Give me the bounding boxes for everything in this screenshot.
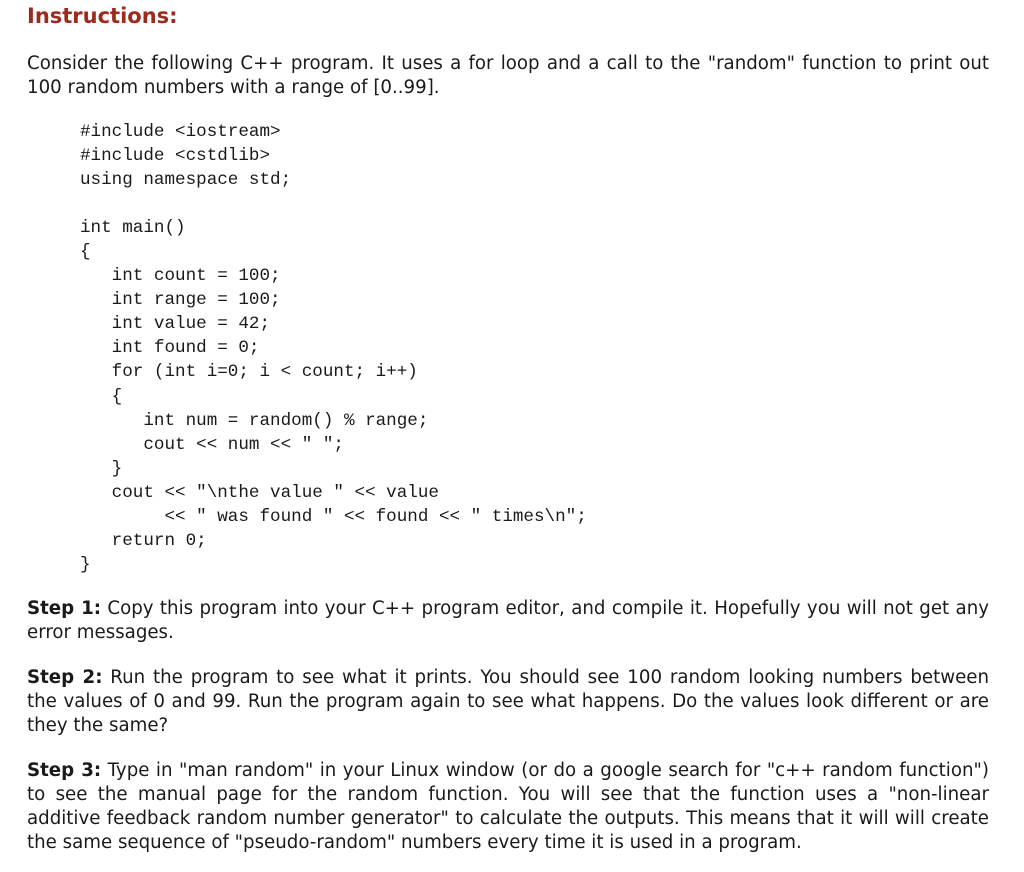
code-line: int range = 100; — [80, 290, 281, 311]
code-line — [80, 192, 587, 216]
step-1-label: Step 1: — [27, 598, 102, 619]
step-3-text: Type in "man random" in your Linux window (or do a google search for "c++ random function") to see the manual page for the random function. You will see that the function uses a "non-linear additive feedback random number generator" to calculate the outputs. This means that it will will create the same sequence of "pseudo-random" numbers every time it is used in a program. — [27, 760, 989, 853]
step-1-paragraph — [27, 597, 989, 645]
step-1-text: Copy this program into your C++ program editor, and compile it. Hopefully you will not get any error messages. — [27, 598, 989, 643]
code-block — [80, 120, 587, 577]
code-line: int count = 100; — [80, 266, 281, 287]
code-line: #include <cstdlib> — [80, 146, 271, 167]
step-2-text: Run the program to see what it prints. You should see 100 random looking numbers between the values of 0 and 99. Run the program again to see what happens. Do the values look different or are they the same? — [27, 667, 989, 736]
code-line: int value = 42; — [80, 314, 271, 335]
step-3-paragraph — [27, 759, 989, 855]
step-3-label: Step 3: — [27, 760, 102, 781]
code-line: int found = 0; — [80, 338, 260, 359]
intro-paragraph: Consider the following C++ program. It uses a for loop and a call to the "random" function to print out 100 random numbers with a range of [0..99]. — [27, 53, 989, 98]
code-line: cout << "\nthe value " << value — [80, 482, 439, 503]
code-line: using namespace std; — [80, 170, 292, 191]
instructions-heading: Instructions: — [27, 4, 178, 28]
step-2-paragraph — [27, 666, 989, 738]
code-line: cout << num << " "; — [80, 434, 344, 455]
code-line: { — [80, 386, 123, 407]
code-line: } — [80, 554, 91, 575]
code-line: return 0; — [80, 530, 207, 551]
step-2-label: Step 2: — [27, 667, 103, 688]
code-line: #include <iostream> — [80, 122, 281, 142]
code-line: for (int i=0; i < count; i++) — [80, 362, 418, 383]
code-line: int main() — [80, 218, 186, 239]
code-line: int num = random() % range; — [80, 410, 429, 431]
code-line: { — [80, 242, 91, 263]
code-line: << " was found " << found << " times\n"; — [80, 506, 587, 527]
code-line: } — [80, 458, 123, 479]
